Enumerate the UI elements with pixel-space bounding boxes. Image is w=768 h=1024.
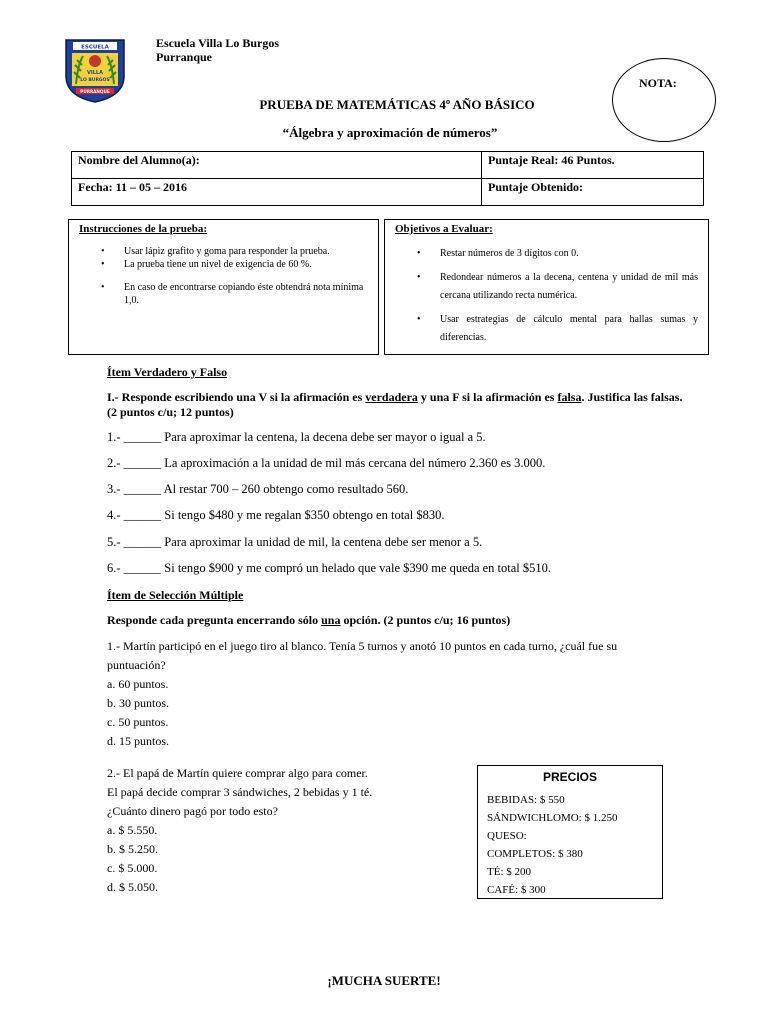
mc-option[interactable]: b. 30 puntos.	[107, 696, 170, 710]
student-info-table	[71, 151, 704, 206]
exam-title: PRUEBA DE MATEMÁTICAS 4º AÑO BÁSICO	[259, 97, 535, 112]
instruction-item: • La prueba tiene un nivel de exigencia de 60 %.	[124, 258, 368, 271]
objective-item: • Usar estrategias de cálculo mental para hallas sumas y diferencias.	[440, 311, 698, 347]
mc-question-2	[107, 764, 407, 897]
mc-option[interactable]: c. $ 5.000.	[107, 861, 158, 875]
mc-question-2-line: El papá decide comprar 3 sándwiches, 2 bebidas y 1 té.	[107, 785, 373, 799]
tf-question-2[interactable]: 2.- ______ La aproximación a la unidad de mil más cercana del número 2.360 es 3.000.	[107, 456, 546, 470]
prices-list	[478, 791, 662, 899]
price-item: COMPLETOS: $ 380	[487, 848, 583, 860]
school-header	[156, 36, 279, 64]
price-item: CAFÉ: $ 300	[487, 884, 546, 896]
word-one: una	[321, 613, 341, 627]
mc-option[interactable]: d. $ 5.050.	[107, 880, 158, 894]
true-false-heading: Ítem Verdadero y Falso	[107, 365, 228, 379]
instructions-title: Instrucciones de la prueba:	[79, 223, 208, 235]
mc-question-1	[107, 637, 667, 751]
tf-question-1[interactable]: 1.- ______ Para aproximar la centena, la decena debe ser mayor o igual a 5.	[107, 430, 486, 444]
exam-subtitle: “Álgebra y aproximación de números”	[282, 125, 498, 140]
price-item: TÉ: $ 200	[487, 866, 531, 878]
mc-option[interactable]: a. $ 5.550.	[107, 823, 158, 837]
word-true: verdadera	[365, 390, 418, 404]
mc-option[interactable]: c. 50 puntos.	[107, 715, 169, 729]
school-name: Escuela Villa Lo Burgos	[156, 36, 280, 50]
tf-question-6[interactable]: 6.- ______ Si tengo $900 y me compró un helado que vale $390 me queda en total $510.	[107, 561, 552, 575]
objectives-title: Objetivos a Evaluar:	[395, 223, 493, 235]
logo-text-top: ESCUELA	[81, 44, 109, 51]
mc-option[interactable]: b. $ 5.250.	[107, 842, 158, 856]
objective-item: • Redondear números a la decena, centena y unidad de mil más cercana utilizando recta numérica.	[440, 269, 698, 305]
student-name-field[interactable]: Nombre del Alumno(a):	[72, 152, 482, 179]
logo-text-villa: VILLA	[87, 70, 103, 76]
price-item: QUESO:	[487, 830, 527, 842]
date-cell: Fecha: 11 – 05 – 2016	[72, 179, 482, 206]
objective-item: • Restar números de 3 dígitos con 0.	[440, 245, 698, 263]
tf-question-3[interactable]: 3.- ______ Al restar 700 – 260 obtengo como resultado 560.	[107, 482, 409, 496]
mc-option[interactable]: d. 15 puntos.	[107, 734, 170, 748]
mc-question-2-line: ¿Cuánto dinero pagó por todo esto?	[107, 804, 278, 818]
school-logo	[64, 38, 126, 104]
good-luck-footer: ¡MUCHA SUERTE!	[327, 973, 441, 988]
grade-label: NOTA:	[639, 76, 677, 90]
prices-title: PRECIOS	[542, 770, 597, 784]
tf-question-5[interactable]: 5.- ______ Para aproximar la unidad de mil, la centena debe ser menor a 5.	[107, 535, 483, 549]
obtained-score-field[interactable]: Puntaje Obtenido:	[482, 179, 704, 206]
logo-text-burgos: LO BURGOS	[80, 78, 110, 83]
instruction-item: • En caso de encontrarse copiando éste obtendrá nota mínima 1,0.	[124, 281, 368, 307]
instruction-item: • Usar lápiz grafito y goma para responder la prueba.	[124, 245, 368, 258]
price-item: BEBIDAS: $ 550	[487, 794, 565, 806]
objectives-list	[395, 245, 698, 347]
multiple-choice-instruction: Responde cada pregunta encerrando sólo una opción. (2 puntos c/u; 16 puntos)	[107, 613, 511, 627]
school-city: Purranque	[156, 50, 213, 64]
prices-box	[477, 765, 663, 899]
tf-question-4[interactable]: 4.- ______ Si tengo $480 y me regalan $350 obtengo en total $830.	[107, 508, 445, 522]
logo-text-bottom: PURRANQUE	[80, 89, 110, 94]
multiple-choice-heading: Ítem de Selección Múltiple	[107, 588, 244, 602]
true-false-instruction: I.- Responde escribiendo una V si la afirmación es verdadera y una F si la afirmación es falsa. Justifica las falsas. (2 puntos c/u; 12 puntos)	[107, 390, 683, 419]
word-false: falsa	[557, 390, 582, 404]
price-item: SÁNDWICHLOMO: $ 1.250	[487, 812, 618, 824]
real-score-cell: Puntaje Real: 46 Puntos.	[482, 152, 704, 179]
objectives-box	[384, 219, 709, 355]
mc-question-1-text: 1.- Martín participó en el juego tiro al blanco. Tenía 5 turnos y anotó 10 puntos en cada turno, ¿cuál fue su puntuación?	[107, 639, 618, 672]
mc-question-2-line: 2.- El papá de Martín quiere comprar algo para comer.	[107, 766, 368, 780]
mc-option[interactable]: a. 60 puntos.	[107, 677, 169, 691]
instructions-box	[68, 219, 379, 355]
instructions-list	[79, 245, 368, 307]
